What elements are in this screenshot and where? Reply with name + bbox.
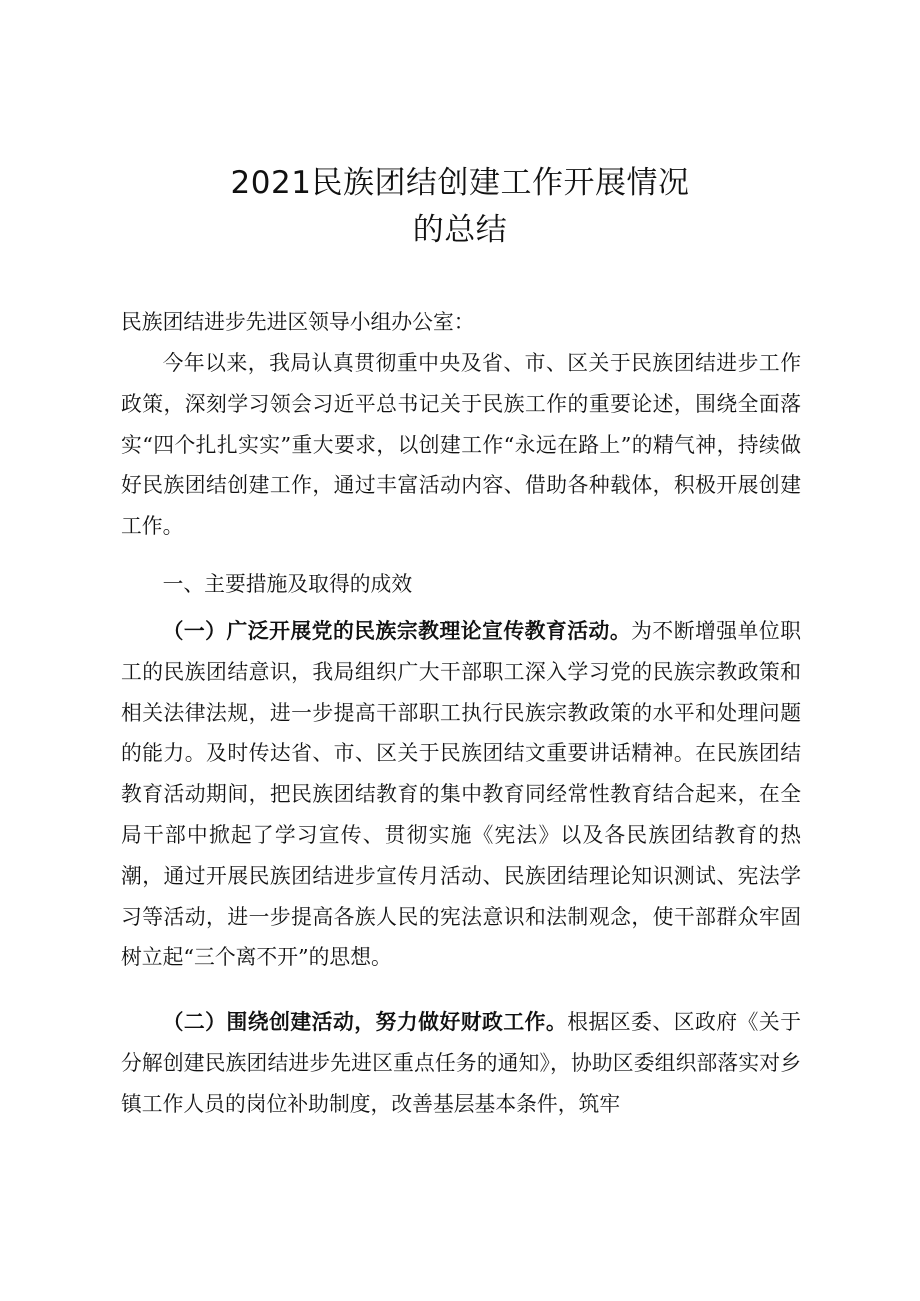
subsection-1-paragraph [121, 611, 801, 978]
subsection-2-paragraph [121, 1002, 801, 1124]
salutation: 民族团结进步先进区领导小组办公室： [121, 310, 475, 334]
subsection-1-heading: （一）广泛开展党的民族宗教理论宣传教育活动。 [162, 619, 632, 643]
subsection-1-body: 为不断增强单位职工的民族团结意识，我局组织广大干部职工深入学习党的民族宗教政策和相关法律法规，进一步提高干部职工执行民族宗教政策的水平和处理问题的能力。及时传达省、市、区关于民族团结文重要讲话精神。在民族团结教育活动期间，把民族团结教育的集中教育同经常性教育结合起来，在全局干部中掀起了学习宣传、贯彻实施《宪法》以及各民族团结教育的热潮，通过开展民族团结进步宣传月活动、民族团结理论知识测试、宪法学习等活动，进一步提高各族人民的宪法意识和法制观念，使干部群众牢固树立起“三个离不开”的思想。 [121, 619, 801, 970]
intro-paragraph: 今年以来，我局认真贯彻重中央及省、市、区关于民族团结进步工作政策，深刻学习领会习近平总书记关于民族工作的重要论述，围绕全面落实“四个扎扎实实”重大要求，以创建工作“永远在路上”的精气神，持续做好民族团结创建工作，通过丰富活动内容、借助各种载体，积极开展创建工作。 [121, 351, 801, 539]
document-title-line-2: 的总结 [412, 212, 508, 248]
document-title-line-1: 2021民族团结创建工作开展情况 [230, 165, 690, 201]
section-heading-1: 一、主要措施及取得的成效 [162, 572, 413, 596]
subsection-2-heading: （二）围绕创建活动，努力做好财政工作。 [162, 1010, 568, 1034]
subsection-2-body: 根据区委、区政府《关于分解创建民族团结进步先进区重点任务的通知》，协助区委组织部落实对乡镇工作人员的岗位补助制度，改善基层基本条件，筑牢 [121, 1010, 801, 1116]
